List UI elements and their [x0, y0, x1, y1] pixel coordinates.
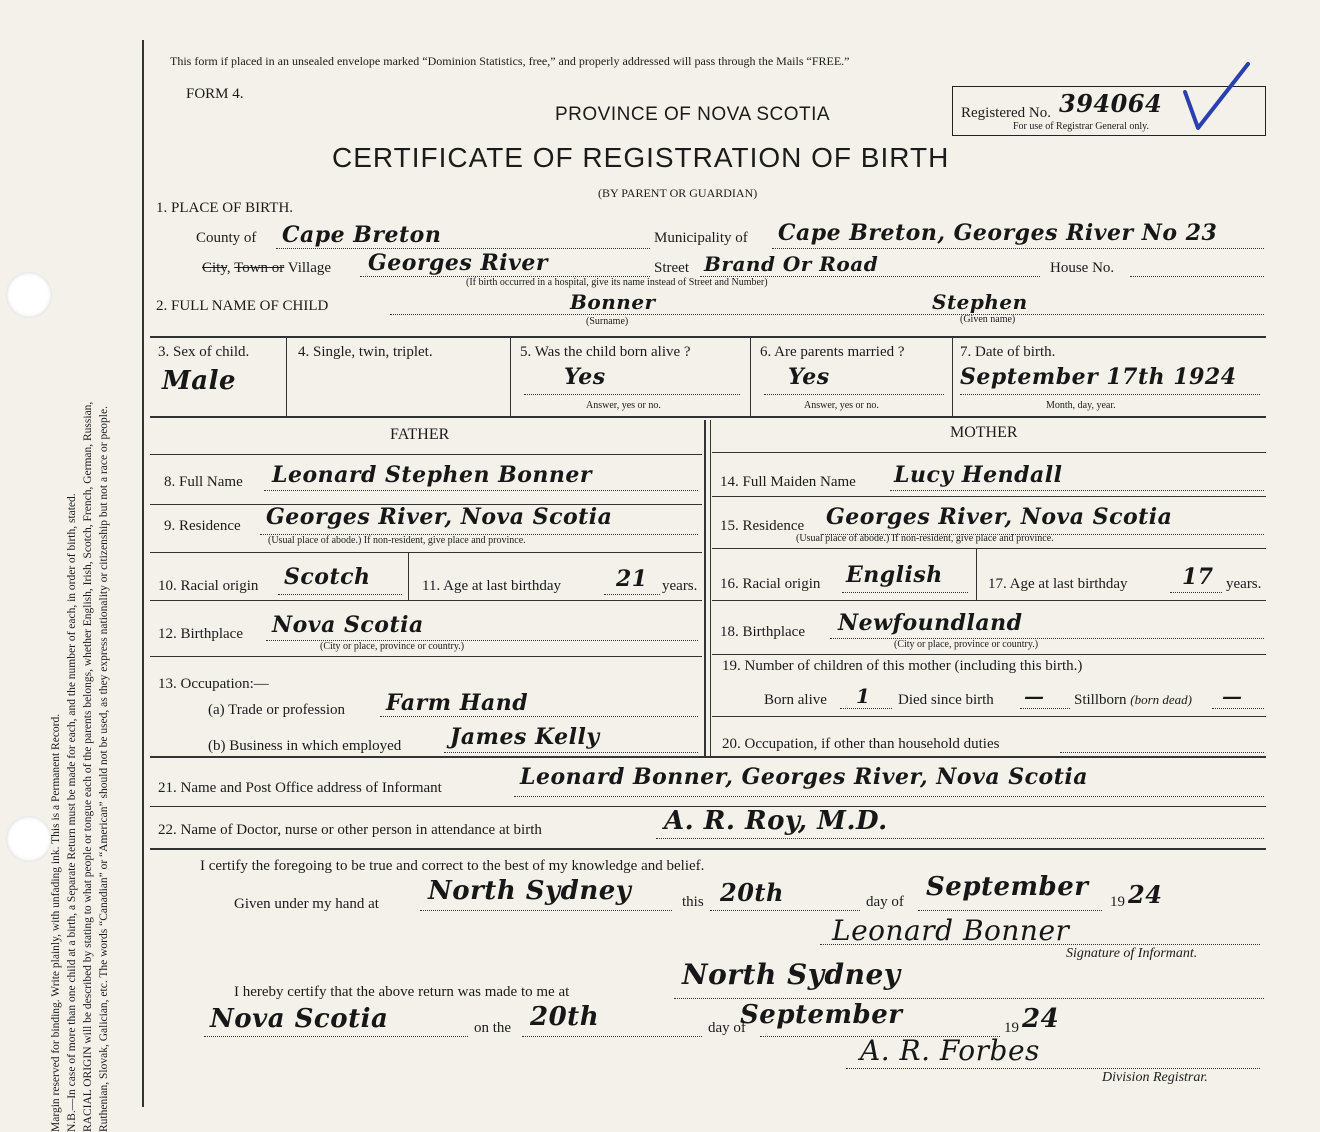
street-label: Street — [654, 260, 689, 276]
mother-occupation-label: 20. Occupation, if other than household duties — [722, 736, 1000, 752]
father-birthplace-label: 12. Birthplace — [158, 626, 243, 642]
stillborn-label — [1074, 692, 1192, 709]
multiplicity-label: 4. Single, twin, triplet. — [298, 344, 433, 360]
informant-signature: Leonard Bonner — [832, 914, 1070, 947]
informant-sign-place: North Sydney — [428, 876, 632, 906]
born-alive-caption: Answer, yes or no. — [586, 400, 661, 411]
stillborn-count: — — [1222, 684, 1243, 708]
father-residence: Georges River, Nova Scotia — [266, 504, 613, 530]
form-number: FORM 4. — [186, 86, 244, 102]
punch-hole-top — [6, 272, 52, 318]
parents-married-answer: Yes — [788, 364, 830, 390]
born-alive-count: 1 — [856, 684, 871, 708]
mother-age: 17 — [1182, 564, 1214, 590]
registrar-caption: Division Registrar. — [1102, 1070, 1208, 1085]
informant-label: 21. Name and Post Office address of Informant — [158, 780, 442, 796]
mother-age-label: 17. Age at last birthday — [988, 576, 1128, 592]
place-of-birth-heading: 1. PLACE OF BIRTH. — [156, 200, 294, 216]
mother-birthplace-caption: (City or place, province or country.) — [894, 639, 1039, 650]
hospital-note: (If birth occurred in a hospital, give its name instead of Street and Number) — [466, 277, 768, 288]
parents-married-question: 6. Are parents married ? — [760, 344, 905, 360]
mother-residence-caption: (Usual place of abode.) If non-resident, give place and province. — [796, 533, 1054, 544]
child-given-name: Stephen — [932, 290, 1028, 314]
margin-line-1: Margin reserved for binding. Write plainly, with unfading ink. This is a Permanent Record. — [50, 713, 62, 1132]
city-label: City, Town or Village — [202, 260, 332, 276]
county-label: County of — [196, 230, 257, 246]
registrar-certify-statement: I hereby certify that the above return was made to me at — [234, 984, 570, 1000]
informant-sign-month: September — [926, 872, 1089, 902]
given-under-hand-label: Given under my hand at — [234, 896, 379, 912]
given-caption: (Given name) — [960, 314, 1016, 325]
father-heading: FATHER — [390, 426, 450, 443]
surname-caption: (Surname) — [586, 316, 629, 327]
mother-birthplace: Newfoundland — [838, 610, 1023, 636]
father-name-label: 8. Full Name — [164, 474, 243, 490]
born-alive-question: 5. Was the child born alive ? — [520, 344, 691, 360]
margin-instructions — [48, 52, 112, 1132]
date-of-birth-value: September 17th 1924 — [960, 364, 1237, 390]
father-age-unit: years. — [662, 578, 698, 594]
registered-number: 394064 — [1059, 89, 1163, 118]
this-label-1: this — [682, 894, 704, 910]
father-business: James Kelly — [450, 724, 600, 750]
date-of-birth-label: 7. Date of birth. — [960, 344, 1056, 360]
mother-heading: MOTHER — [950, 424, 1018, 441]
father-age-label: 11. Age at last birthday — [422, 578, 561, 594]
died-since-birth-count: — — [1024, 684, 1045, 708]
registrar-signature: A. R. Forbes — [860, 1034, 1040, 1067]
informant-value: Leonard Bonner, Georges River, Nova Scotia — [520, 764, 1089, 790]
province-heading: PROVINCE OF NOVA SCOTIA — [555, 104, 831, 125]
father-occupation-label: 13. Occupation:— — [158, 676, 269, 692]
child-name-label: 2. FULL NAME OF CHILD — [156, 298, 329, 314]
margin-line-2: N.B.—In case of more than one child at a birth, a Separate Return must be made for each, and the number of each, in order of birth, stated. — [66, 493, 78, 1132]
punch-hole-bottom — [6, 816, 52, 862]
street-value: Brand Or Road — [704, 252, 879, 276]
mother-residence-label: 15. Residence — [720, 518, 805, 534]
father-birthplace: Nova Scotia — [272, 612, 424, 638]
father-trade: Farm Hand — [386, 690, 529, 716]
registrar-month: September — [740, 1000, 903, 1030]
father-residence-caption: (Usual place of abode.) If non-resident, give place and province. — [268, 535, 526, 546]
certify-statement: I certify the foregoing to be true and correct to the best of my knowledge and belief. — [200, 858, 705, 874]
sex-value: Male — [162, 366, 237, 396]
mailing-notice: This form if placed in an unsealed envelope marked “Dominion Statistics, free,” and properly addressed will pass through the Mails “FREE.” — [170, 54, 850, 68]
doctor-label: 22. Name of Doctor, nurse or other person in attendance at birth — [158, 822, 542, 838]
married-caption: Answer, yes or no. — [804, 400, 879, 411]
margin-line-4: Ruthenian, Slovak, Galician, etc. The words “Canadian” or “American” should not be used, as they express nationality or citizenship but not a race or people. — [98, 406, 110, 1132]
registrar-only-note: For use of Registrar General only. — [1013, 121, 1149, 132]
certificate-title: CERTIFICATE OF REGISTRATION OF BIRTH — [332, 142, 950, 173]
born-alive-answer: Yes — [564, 364, 606, 390]
checkmark-icon — [1150, 60, 1260, 140]
father-residence-label: 9. Residence — [164, 518, 241, 534]
registrar-place: North Sydney — [682, 958, 901, 991]
day-of-label-2: day of — [708, 1020, 746, 1036]
certificate-subtitle: (BY PARENT OR GUARDIAN) — [598, 186, 758, 200]
died-since-birth-label: Died since birth — [898, 692, 994, 708]
mother-name-label: 14. Full Maiden Name — [720, 474, 856, 490]
sex-label: 3. Sex of child. — [158, 344, 250, 360]
city-value: Georges River — [368, 250, 548, 276]
stillborn-label-text: Stillborn — [1074, 692, 1127, 708]
county-value: Cape Breton — [282, 222, 442, 248]
born-alive-count-label: Born alive — [764, 692, 827, 708]
father-race-label: 10. Racial origin — [158, 578, 259, 594]
registered-label: Registered No. — [961, 105, 1051, 121]
father-age: 21 — [616, 566, 648, 592]
on-the-label: on the — [474, 1020, 512, 1036]
margin-line-3: RACIAL ORIGIN will be described by stating to what people or tongue each of the parents belongs, whether English, Irish, Scotch, French, German, Russian, — [82, 401, 94, 1132]
informant-sign-day: 20th — [720, 878, 784, 907]
mother-residence: Georges River, Nova Scotia — [826, 504, 1173, 530]
year-prefix-1: 19 — [1110, 894, 1125, 910]
mother-age-unit: years. — [1226, 576, 1262, 592]
child-surname: Bonner — [570, 290, 656, 314]
registrar-year: 24 — [1022, 1004, 1060, 1034]
year-prefix-2: 19 — [1004, 1020, 1019, 1036]
mother-birthplace-label: 18. Birthplace — [720, 624, 805, 640]
informant-sign-year: 24 — [1128, 880, 1163, 909]
trade-label: (a) Trade or profession — [208, 702, 346, 718]
doctor-value: A. R. Roy, M.D. — [664, 806, 888, 836]
dob-caption: Month, day, year. — [1046, 400, 1116, 411]
day-of-label-1: day of — [866, 894, 904, 910]
municipality-label: Municipality of — [654, 230, 748, 246]
binding-line — [142, 40, 144, 1107]
stillborn-note: (born dead) — [1130, 692, 1193, 707]
mother-name: Lucy Hendall — [894, 462, 1063, 488]
mother-race-label: 16. Racial origin — [720, 576, 821, 592]
registrar-place-province: Nova Scotia — [210, 1004, 389, 1034]
father-name: Leonard Stephen Bonner — [272, 462, 592, 488]
municipality-value: Cape Breton, Georges River No 23 — [778, 220, 1218, 246]
informant-signature-caption: Signature of Informant. — [1066, 946, 1198, 961]
mother-race: English — [846, 562, 943, 588]
registrar-day: 20th — [530, 1002, 600, 1032]
business-label: (b) Business in which employed — [208, 738, 402, 754]
children-count-label: 19. Number of children of this mother (including this birth.) — [722, 658, 1083, 674]
house-no-label: House No. — [1050, 260, 1115, 276]
father-race: Scotch — [284, 564, 371, 590]
father-birthplace-caption: (City or place, province or country.) — [320, 641, 465, 652]
